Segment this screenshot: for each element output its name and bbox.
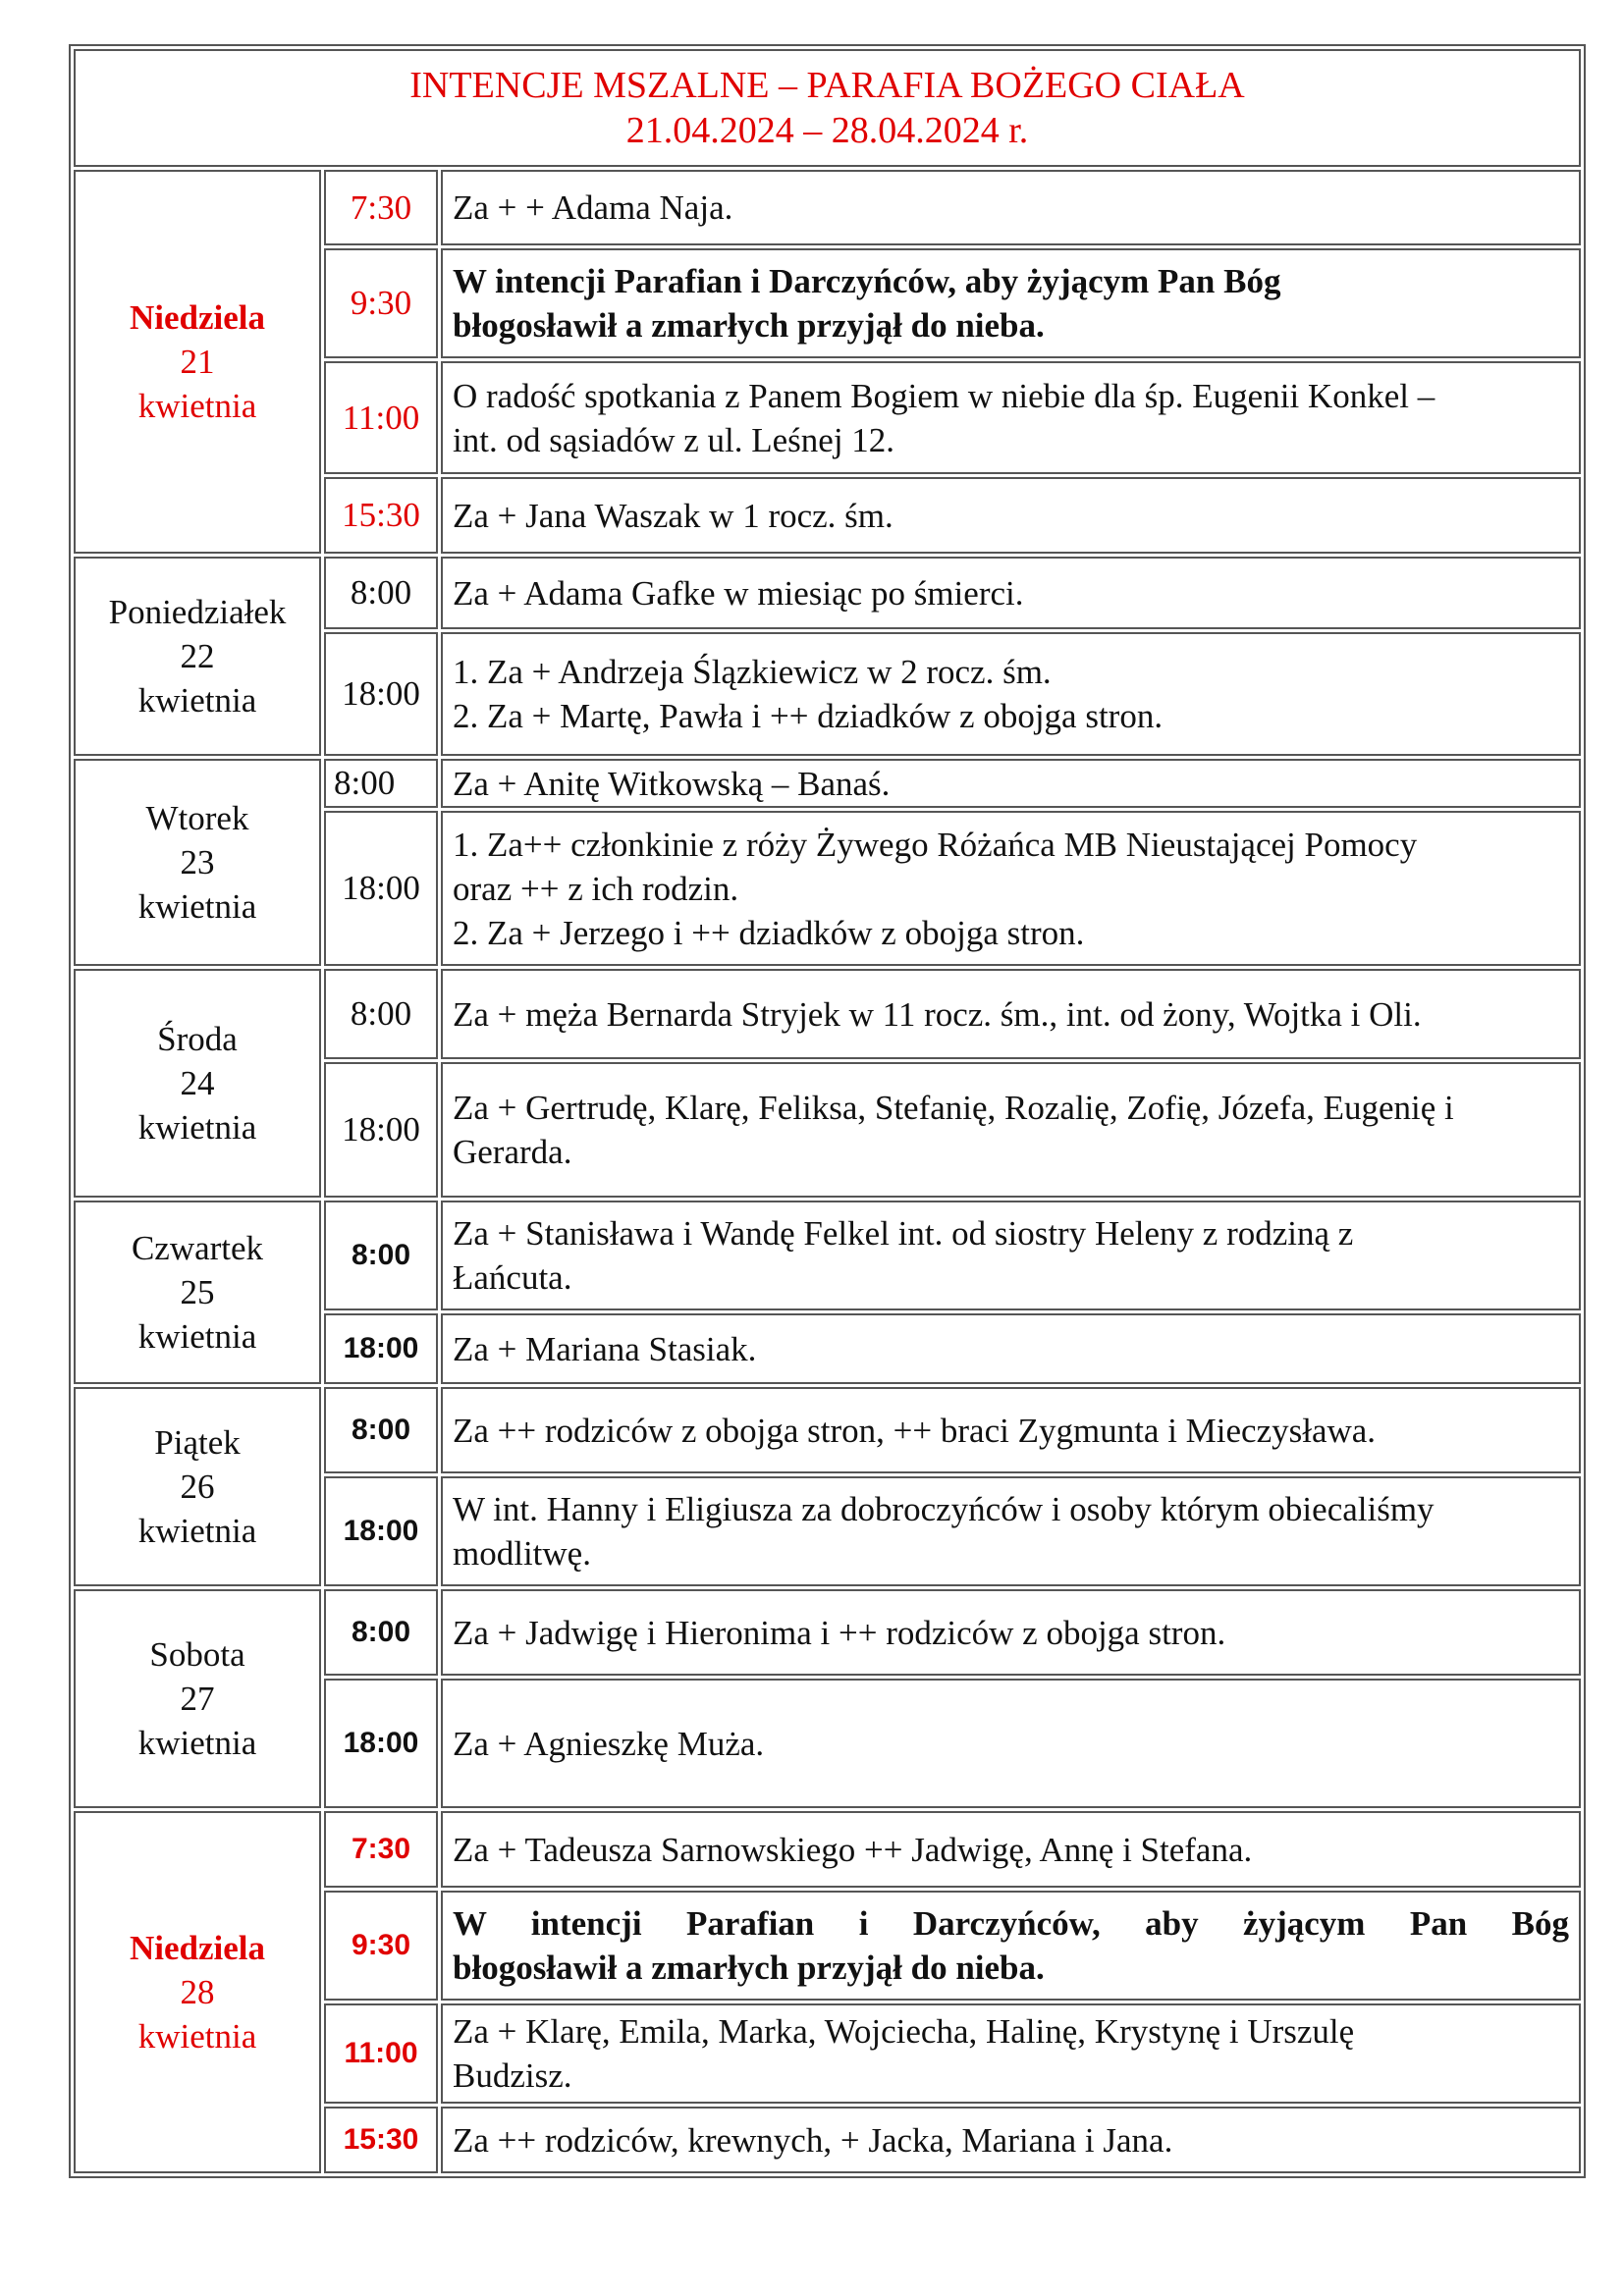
day-cell-tuesday-23 bbox=[74, 759, 321, 966]
mass-time: 9:30 bbox=[324, 1891, 438, 2001]
mass-row bbox=[74, 1589, 1581, 1676]
day-cell-wednesday-24 bbox=[74, 969, 321, 1198]
mass-time: 18:00 bbox=[324, 1313, 438, 1384]
day-name: Środa bbox=[157, 1020, 238, 1058]
day-name: Niedziela bbox=[129, 1929, 266, 1967]
mass-intention bbox=[441, 1476, 1581, 1586]
intention-line: Za + Klarę, Emila, Marka, Wojciecha, Halinę, Krystynę i Urszulę bbox=[453, 2012, 1355, 2051]
intention-line: 2. Za + Jerzego i ++ dziadków z obojga stron. bbox=[453, 913, 1085, 952]
intention-line: Za + Tadeusza Sarnowskiego ++ Jadwigę, Annę i Stefana. bbox=[453, 1830, 1253, 1869]
mass-time: 18:00 bbox=[324, 811, 438, 966]
mass-time: 7:30 bbox=[324, 1811, 438, 1888]
intention-line: 2. Za + Martę, Pawła i ++ dziadków z obojga stron. bbox=[453, 697, 1164, 735]
day-month: kwietnia bbox=[137, 887, 257, 926]
mass-intention bbox=[441, 969, 1581, 1059]
intention-line: 1. Za + Andrzeja Ślązkiewicz w 2 rocz. śm. bbox=[453, 653, 1052, 691]
day-month: kwietnia bbox=[137, 2017, 257, 2056]
mass-time: 9:30 bbox=[324, 248, 438, 358]
mass-row bbox=[74, 969, 1581, 1059]
mass-intention bbox=[441, 2003, 1581, 2104]
intention-line: modlitwę. bbox=[453, 1534, 591, 1573]
day-month: kwietnia bbox=[137, 1317, 257, 1356]
mass-intention bbox=[441, 1201, 1581, 1310]
day-number: 27 bbox=[180, 1680, 215, 1718]
mass-intention bbox=[441, 248, 1581, 358]
intention-line: Za + Jadwigę i Hieronima i ++ rodziców z obojga stron. bbox=[453, 1613, 1226, 1652]
intention-line: błogosławił a zmarłych przyjął do nieba. bbox=[453, 1949, 1045, 1987]
day-name: Czwartek bbox=[131, 1229, 264, 1267]
mass-time: 8:00 bbox=[324, 969, 438, 1059]
mass-row bbox=[74, 1387, 1581, 1473]
day-cell-friday-26 bbox=[74, 1387, 321, 1586]
intention-line: oraz ++ z ich rodzin. bbox=[453, 869, 739, 908]
day-month: kwietnia bbox=[137, 1108, 257, 1147]
header-cell bbox=[74, 49, 1581, 167]
mass-intention bbox=[441, 2107, 1581, 2173]
day-cell-sunday-28 bbox=[74, 1811, 321, 2173]
day-cell-monday-22 bbox=[74, 557, 321, 756]
day-name: Piątek bbox=[154, 1423, 241, 1462]
intention-line: Łańcuta. bbox=[453, 1258, 572, 1297]
mass-time: 8:00 bbox=[324, 1387, 438, 1473]
intention-line: O radość spotkania z Panem Bogiem w niebie dla śp. Eugenii Konkel – bbox=[453, 376, 1435, 415]
day-name: Sobota bbox=[149, 1635, 245, 1674]
intention-line: Za + Anitę Witkowską – Banaś. bbox=[453, 764, 891, 803]
mass-intention bbox=[441, 1387, 1581, 1473]
intention-line: W int. Hanny i Eligiusza za dobroczyńców i osoby którym obiecaliśmy bbox=[453, 1490, 1435, 1528]
intention-line: Za + Stanisława i Wandę Felkel int. od siostry Heleny z rodziną z bbox=[453, 1214, 1354, 1253]
intention-line: błogosławił a zmarłych przyjął do nieba. bbox=[453, 306, 1045, 345]
mass-time: 15:30 bbox=[324, 477, 438, 554]
intention-line: Za ++ rodziców z obojga stron, ++ braci Zygmunta i Mieczysława. bbox=[453, 1411, 1377, 1450]
mass-intention bbox=[441, 477, 1581, 554]
mass-row bbox=[74, 759, 1581, 808]
mass-time: 15:30 bbox=[324, 2107, 438, 2173]
day-month: kwietnia bbox=[137, 681, 257, 720]
intention-line: Za + + Adama Naja. bbox=[453, 188, 733, 227]
intention-line: W intencji Parafian i Darczyńców, aby żyjącym Pan Bóg bbox=[453, 262, 1281, 300]
day-number: 26 bbox=[180, 1468, 215, 1506]
day-number: 25 bbox=[180, 1273, 215, 1311]
intention-line: 1. Za++ członkinie z róży Żywego Różańca MB Nieustającej Pomocy bbox=[453, 825, 1418, 864]
mass-intention bbox=[441, 811, 1581, 966]
mass-time: 18:00 bbox=[324, 632, 438, 756]
day-month: kwietnia bbox=[137, 387, 257, 425]
mass-intention bbox=[441, 632, 1581, 756]
mass-intention bbox=[441, 1062, 1581, 1198]
mass-time: 8:00 bbox=[324, 1201, 438, 1310]
day-number: 21 bbox=[180, 343, 215, 381]
day-name: Wtorek bbox=[145, 799, 249, 837]
day-cell-thursday-25 bbox=[74, 1201, 321, 1384]
intention-line: Za + Agnieszkę Muża. bbox=[453, 1724, 765, 1763]
mass-row bbox=[74, 557, 1581, 629]
intention-line: Za + Adama Gafke w miesiąc po śmierci. bbox=[453, 573, 1024, 613]
day-month: kwietnia bbox=[137, 1512, 257, 1550]
mass-time: 8:00 bbox=[324, 1589, 438, 1676]
mass-time: 18:00 bbox=[324, 1679, 438, 1808]
day-month: kwietnia bbox=[137, 1724, 257, 1762]
schedule-title: INTENCJE MSZALNE – PARAFIA BOŻEGO CIAŁA bbox=[409, 65, 1245, 106]
mass-intention bbox=[441, 1589, 1581, 1676]
day-number: 28 bbox=[180, 1973, 215, 2011]
mass-intention bbox=[441, 1313, 1581, 1384]
mass-time: 8:00 bbox=[324, 759, 438, 808]
mass-time: 18:00 bbox=[324, 1062, 438, 1198]
mass-row bbox=[74, 1811, 1581, 1888]
intention-line: Za ++ rodziców, krewnych, + Jacka, Mariana i Jana. bbox=[453, 2120, 1173, 2160]
mass-intention bbox=[441, 557, 1581, 629]
mass-intention bbox=[441, 759, 1581, 808]
mass-intention bbox=[441, 1679, 1581, 1808]
intention-line: W intencji Parafian i Darczyńców, aby żyjącym Pan Bóg bbox=[453, 1904, 1569, 1943]
intention-line: Gerarda. bbox=[453, 1133, 572, 1171]
day-cell-sunday-21 bbox=[74, 170, 321, 554]
day-number: 22 bbox=[180, 637, 215, 675]
mass-time: 8:00 bbox=[324, 557, 438, 629]
day-cell-saturday-27 bbox=[74, 1589, 321, 1808]
mass-intention bbox=[441, 170, 1581, 245]
header-row bbox=[74, 49, 1581, 167]
intention-line: Za + Gertrudę, Klarę, Feliksa, Stefanię, Rozalię, Zofię, Józefa, Eugenię i bbox=[453, 1089, 1454, 1127]
mass-row bbox=[74, 170, 1581, 245]
intention-line: Za + Jana Waszak w 1 rocz. śm. bbox=[453, 496, 893, 535]
day-number: 23 bbox=[180, 843, 215, 881]
mass-time: 18:00 bbox=[324, 1476, 438, 1586]
mass-intention bbox=[441, 361, 1581, 474]
mass-time: 11:00 bbox=[324, 361, 438, 474]
intentions-table bbox=[69, 44, 1586, 2178]
schedule-dates: 21.04.2024 – 28.04.2024 r. bbox=[625, 110, 1029, 151]
day-number: 24 bbox=[180, 1064, 215, 1102]
intention-line: Za + Mariana Stasiak. bbox=[453, 1329, 757, 1368]
intention-line: Za + męża Bernarda Stryjek w 11 rocz. śm., int. od żony, Wojtka i Oli. bbox=[453, 994, 1422, 1034]
day-name: Niedziela bbox=[129, 298, 266, 337]
mass-time: 11:00 bbox=[324, 2003, 438, 2104]
mass-intention bbox=[441, 1891, 1581, 2001]
mass-time: 7:30 bbox=[324, 170, 438, 245]
intention-line: int. od sąsiadów z ul. Leśnej 12. bbox=[453, 420, 895, 459]
day-name: Poniedziałek bbox=[108, 593, 287, 631]
intention-line: Budzisz. bbox=[453, 2056, 572, 2095]
mass-intention bbox=[441, 1811, 1581, 1888]
mass-row bbox=[74, 1201, 1581, 1310]
